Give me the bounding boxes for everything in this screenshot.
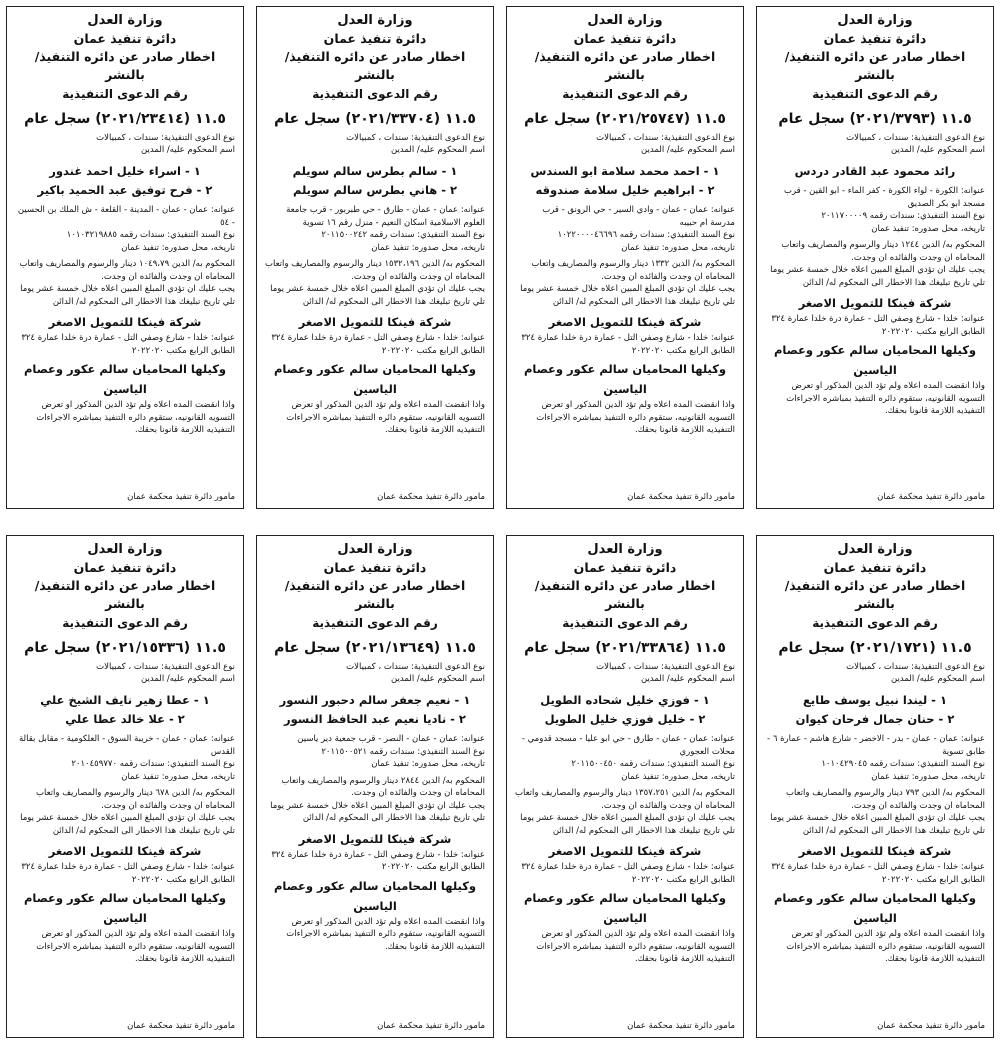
- notice-card: [756, 535, 994, 1038]
- debtor-name: ٢ - خليل فوزي خليل الطويل: [544, 712, 706, 726]
- lawyers-line: وكيلها المحاميان سالم عكور وعصام الياسين: [773, 891, 977, 925]
- notice-card: [6, 6, 244, 509]
- case-label: رقم الدعوى التنفيذية: [312, 616, 438, 630]
- bond-info: نوع السند التنفيذي: سندات رقمه ١٠٢٢٠٠٠٠٤٦٦٩٦: [557, 230, 735, 240]
- debtor-label: اسم المحكوم عليه/ المدين: [641, 674, 735, 684]
- debtor-address: عنوانه: عمان - عمان - بدر - الاخضر - شارع هاشم - عمارة ٦ - طابق تسوية: [767, 734, 985, 757]
- payment-demand: يجب عليك ان تؤدي المبلغ المبين اعلاه خلال خمسة عشر يوما تلي تاريخ تبليغك هذا الاخطار الى المحكوم له/ الدائن: [20, 813, 235, 836]
- case-type: نوع الدعوى التنفيذية: سندات ، كمبيالات: [846, 662, 985, 672]
- notice-title: اخطار صادر عن دائره التنفيذ/ بالنشر: [284, 49, 466, 82]
- creditor-address: عنوانه: خلدا - شارع وصفي التل - عمارة درة خلدا عمارة ٣٢٤ الطابق الرابع مكتب ٢٠٢٢٠٢٠: [521, 333, 735, 356]
- issue-info: تاريخه، محل صدوره: تنفيذ عمان: [121, 771, 235, 782]
- closing-text: واذا انقضت المده اعلاه ولم تؤد الدين المذكور او تعرض التسويه القانونيه، ستقوم دائره التنفيذ بمباشره الاجراءات التنفيذيه اللازمة قانونا بحقك.: [36, 400, 235, 435]
- creditor-address: عنوانه: خلدا - شارع وصفي التل - عمارة درة خلدا عمارة ٣٢٤ الطابق الرابع مكتب ٢٠٢٢٠٢٠: [521, 862, 735, 885]
- debtor-name: ١ - اسراء خليل احمد غندور: [49, 164, 201, 178]
- debtor-name: ١ - ليندا نبيل يوسف طايع: [803, 693, 947, 707]
- payment-demand: يجب عليك ان تؤدي المبلغ المبين اعلاه خلال خمسة عشر يوما تلي تاريخ تبليغك هذا الاخطار الى المحكوم له/ الدائن: [770, 265, 985, 288]
- issue-info: تاريخه، محل صدوره: تنفيذ عمان: [121, 242, 235, 253]
- closing-text: واذا انقضت المده اعلاه ولم تؤد الدين المذكور او تعرض التسويه القانونيه، ستقوم دائره التنفيذ بمباشره الاجراءات التنفيذيه اللازمة قانونا بحقك.: [536, 400, 735, 435]
- issue-info: تاريخه، محل صدوره: تنفيذ عمان: [371, 759, 485, 769]
- notice-card: [756, 6, 994, 509]
- department-heading: دائرة تنفيذ عمان: [323, 31, 427, 46]
- closing-text: واذا انقضت المده اعلاه ولم تؤد الدين المذكور او تعرض التسويه القانونيه، ستقوم دائره التنفيذ بمباشره الاجراءات التنفيذيه اللازمة قانونا بحقك.: [786, 929, 985, 964]
- notice-title: اخطار صادر عن دائره التنفيذ/ بالنشر: [34, 578, 216, 611]
- debtor-label: اسم المحكوم عليه/ المدين: [141, 674, 235, 684]
- creditor-address: عنوانه: خلدا - شارع وصفي التل - عمارة درة خلدا عمارة ٣٢٤ الطابق الرابع مكتب ٢٠٢٢٠٢٠: [771, 314, 985, 337]
- ministry-heading: وزارة العدل: [87, 542, 163, 557]
- creditor-name: شركة فينكا للتمويل الاصغر: [548, 844, 702, 858]
- debtor-address: عنوانه: عمان - عمان - طارق - حي طبربور - قرب جامعة العلوم الاسلامية اسكان النعيم - منزل رقم ١٦ تسوية: [286, 205, 485, 228]
- department-heading: دائرة تنفيذ عمان: [573, 31, 677, 46]
- debtor-label: اسم المحكوم عليه/ المدين: [891, 674, 985, 684]
- creditor-name: شركة فينكا للتمويل الاصغر: [48, 844, 202, 858]
- debtor-label: اسم المحكوم عليه/ المدين: [641, 145, 735, 155]
- lawyers-line: وكيلها المحاميان سالم عكور وعصام الياسين: [273, 878, 477, 913]
- judgment-amount: المحكوم به/ الدين ٢٨٤٤ دينار والرسوم والمصاريف واتعاب المحاماه ان وجدت والفائده ان وجدت.: [281, 775, 485, 798]
- debtor-name: ١ - فوزي خليل شحاده الطويل: [540, 693, 710, 707]
- department-heading: دائرة تنفيذ عمان: [573, 560, 677, 575]
- ministry-heading: وزارة العدل: [837, 13, 913, 28]
- footer-signature: مامور دائرة تنفيذ محكمة عمان: [377, 492, 485, 502]
- notice-card: [6, 535, 244, 1038]
- closing-text: واذا انقضت المده اعلاه ولم تؤد الدين المذكور او تعرض التسويه القانونيه، ستقوم دائره التنفيذ بمباشره الاجراءات التنفيذيه اللازمة قانونا بحقك.: [36, 929, 235, 964]
- lawyers-line: وكيلها المحاميان سالم عكور وعصام الياسين: [523, 891, 727, 925]
- notice-title: اخطار صادر عن دائره التنفيذ/ بالنشر: [534, 578, 716, 611]
- debtor-name: ٢ - علا خالد عطا علي: [65, 712, 185, 726]
- notice-card: [256, 6, 494, 509]
- judgment-amount: المحكوم به/ الدين ١٠٤٩،٧٩ دينار والرسوم والمصاريف واتعاب المحاماه ان وجدت والفائده ان وجدت.: [19, 259, 235, 282]
- ministry-heading: وزارة العدل: [337, 13, 413, 28]
- payment-demand: يجب عليك ان تؤدي المبلغ المبين اعلاه خلال خمسة عشر يوما تلي تاريخ تبليغك هذا الاخطار الى المحكوم له/ الدائن: [520, 284, 735, 307]
- judgment-amount: المحكوم به/ الدين ١٣٣٢ دينار والرسوم والمصاريف واتعاب المحاماه ان وجدت والفائده ان وجدت.: [531, 259, 735, 282]
- closing-text: واذا انقضت المده اعلاه ولم تؤد الدين المذكور او تعرض التسويه القانونيه، ستقوم دائره التنفيذ بمباشره الاجراءات التنفيذيه اللازمة قانونا بحقك.: [786, 381, 985, 416]
- debtor-name: ٢ - ناديا نعيم عبد الحافظ النسور: [284, 712, 466, 726]
- case-type: نوع الدعوى التنفيذية: سندات ، كمبيالات: [346, 662, 485, 672]
- creditor-address: عنوانه: خلدا - شارع وصفي التل - عمارة درة خلدا عمارة ٣٢٤ الطابق الرابع مكتب ٢٠٢٢٠٢٠: [271, 849, 485, 872]
- debtor-name: ٢ - ابراهيم خليل سلامة صندوقه: [535, 183, 715, 197]
- footer-signature: مامور دائرة تنفيذ محكمة عمان: [377, 1021, 485, 1031]
- case-number: ١١.٥ (٢٠٢١/٣٣٧٠٤) سجل عام: [274, 111, 476, 127]
- debtor-name: ٢ - حنان جمال فرحان كيوان: [795, 712, 955, 726]
- debtor-address: عنوانه: عمان - عمان - خريبة السوق - العلكومية - مقابل بقالة القدس: [18, 734, 235, 757]
- case-number: ١١.٥ (٢٠٢١/١٧٢١) سجل عام: [778, 640, 972, 656]
- footer-signature: مامور دائرة تنفيذ محكمة عمان: [127, 492, 235, 502]
- case-type: نوع الدعوى التنفيذية: سندات ، كمبيالات: [846, 133, 985, 143]
- case-number: ١١.٥ (٢٠٢١/٢٣٤١٤) سجل عام: [24, 111, 226, 127]
- issue-info: تاريخه، محل صدوره: تنفيذ عمان: [621, 771, 735, 782]
- case-number: ١١.٥ (٢٠٢١/١٣٦٤٩) سجل عام: [274, 640, 476, 656]
- department-heading: دائرة تنفيذ عمان: [73, 31, 177, 46]
- debtor-label: اسم المحكوم عليه/ المدين: [391, 674, 485, 684]
- department-heading: دائرة تنفيذ عمان: [323, 560, 427, 575]
- debtor-name: ١ - عطا زهير نايف الشيخ علي: [40, 693, 210, 707]
- footer-signature: مامور دائرة تنفيذ محكمة عمان: [127, 1021, 235, 1031]
- creditor-address: عنوانه: خلدا - شارع وصفي التل - عمارة درة خلدا عمارة ٣٢٤ الطابق الرابع مكتب ٢٠٢٢٠٢٠: [771, 862, 985, 885]
- ministry-heading: وزارة العدل: [87, 13, 163, 28]
- creditor-address: عنوانه: خلدا - شارع وصفي التل - عمارة درة خلدا عمارة ٣٢٤ الطابق الرابع مكتب ٢٠٢٢٠٢٠: [21, 862, 235, 885]
- issue-info: تاريخه، محل صدوره: تنفيذ عمان: [371, 242, 485, 253]
- payment-demand: يجب عليك ان تؤدي المبلغ المبين اعلاه خلال خمسة عشر يوما تلي تاريخ تبليغك هذا الاخطار الى المحكوم له/ الدائن: [20, 284, 235, 307]
- payment-demand: يجب عليك ان تؤدي المبلغ المبين اعلاه خلال خمسة عشر يوما تلي تاريخ تبليغك هذا الاخطار الى المحكوم له/ الدائن: [520, 813, 735, 836]
- footer-signature: مامور دائرة تنفيذ محكمة عمان: [627, 1021, 735, 1031]
- lawyers-line: وكيلها المحاميان سالم عكور وعصام الياسين: [23, 362, 227, 396]
- issue-info: تاريخه، محل صدوره: تنفيذ عمان: [871, 771, 985, 782]
- bond-info: نوع السند التنفيذي: سندات رقمه ١٠١٠٤٢٩٠٤٥: [821, 759, 985, 769]
- creditor-name: شركة فينكا للتمويل الاصغر: [298, 831, 452, 846]
- case-type: نوع الدعوى التنفيذية: سندات ، كمبيالات: [346, 133, 485, 143]
- bond-info: نوع السند التنفيذي: سندات رقمه ٢٠١٠٤٥٩٧٧٠: [71, 759, 235, 769]
- creditor-name: شركة فينكا للتمويل الاصغر: [798, 844, 952, 858]
- issue-info: تاريخه، محل صدوره: تنفيذ عمان: [871, 223, 985, 234]
- closing-text: واذا انقضت المده اعلاه ولم تؤد الدين المذكور او تعرض التسويه القانونيه، ستقوم دائره التنفيذ بمباشره الاجراءات التنفيذيه اللازمة قانونا بحقك.: [286, 916, 485, 952]
- notice-title: اخطار صادر عن دائره التنفيذ/ بالنشر: [534, 49, 716, 82]
- debtor-name: ١ - احمد محمد سلامة ابو السندس: [530, 164, 720, 178]
- creditor-address: عنوانه: خلدا - شارع وصفي التل - عمارة درة خلدا عمارة ٣٢٤ الطابق الرابع مكتب ٢٠٢٢٠٢٠: [21, 333, 235, 356]
- debtor-label: اسم المحكوم عليه/ المدين: [141, 145, 235, 155]
- case-type: نوع الدعوى التنفيذية: سندات ، كمبيالات: [96, 133, 235, 143]
- closing-text: واذا انقضت المده اعلاه ولم تؤد الدين المذكور او تعرض التسويه القانونيه، ستقوم دائره التنفيذ بمباشره الاجراءات التنفيذيه اللازمة قانونا بحقك.: [536, 929, 735, 964]
- judgment-amount: المحكوم به/ الدين ١٢٤٤ دينار والرسوم والمصاريف واتعاب المحاماه ان وجدت والفائده ان وجدت.: [781, 240, 985, 263]
- department-heading: دائرة تنفيذ عمان: [823, 560, 927, 575]
- footer-signature: مامور دائرة تنفيذ محكمة عمان: [877, 492, 985, 502]
- department-heading: دائرة تنفيذ عمان: [73, 560, 177, 575]
- debtor-address: عنوانه: الكورة - لواء الكورة - كفر الماء - ابو القين - قرب مسجد ابو بكر الصديق: [783, 186, 985, 209]
- bond-info: نوع السند التنفيذي: سندات رقمه ٢٠١١٥٠٠٤٥٠: [571, 759, 735, 769]
- ministry-heading: وزارة العدل: [587, 542, 663, 557]
- lawyers-line: وكيلها المحاميان سالم عكور وعصام الياسين: [273, 362, 477, 396]
- bond-info: نوع السند التنفيذي: سندات رقمه ٢٠١١٧٠٠٠٠٩: [821, 211, 985, 221]
- judgment-amount: المحكوم به/ الدين ٦٧٨ دينار والرسوم والمصاريف واتعاب المحاماه ان وجدت والفائده ان وجدت.: [35, 788, 235, 811]
- notice-title: اخطار صادر عن دائره التنفيذ/ بالنشر: [784, 49, 966, 82]
- bond-info: نوع السند التنفيذي: سندات رقمه ٢٠١١٥٠٠٥٢١: [321, 746, 485, 757]
- debtor-name: ١ - نعيم جعفر سالم دحبور النسور: [279, 693, 471, 707]
- case-type: نوع الدعوى التنفيذية: سندات ، كمبيالات: [96, 662, 235, 672]
- case-label: رقم الدعوى التنفيذية: [312, 87, 438, 101]
- judgment-amount: المحكوم به/ الدين ١٥٣٢،١٩٦ دينار والرسوم والمصاريف واتعاب المحاماه ان وجدت والفائده ان وجدت.: [264, 259, 485, 282]
- case-label: رقم الدعوى التنفيذية: [562, 87, 688, 101]
- case-number: ١١.٥ (٢٠٢١/٣٣٨٦٤) سجل عام: [524, 640, 726, 656]
- debtor-address: عنوانه: عمان - عمان - المدينة - القلعة - ش الملك بن الحسين - ٥٤: [17, 205, 235, 228]
- debtor-name: ٢ - هاني بطرس سالم سويلم: [292, 183, 458, 197]
- case-label: رقم الدعوى التنفيذية: [62, 87, 188, 101]
- notices-grid: [6, 6, 994, 1038]
- ministry-heading: وزارة العدل: [587, 13, 663, 28]
- footer-signature: مامور دائرة تنفيذ محكمة عمان: [877, 1021, 985, 1031]
- case-number: ١١.٥ (٢٠٢١/١٥٣٣٦) سجل عام: [24, 640, 226, 656]
- creditor-name: شركة فينكا للتمويل الاصغر: [548, 315, 702, 329]
- ministry-heading: وزارة العدل: [837, 542, 913, 557]
- judgment-amount: المحكوم به/ الدين ١٣٥٧،٢٥١ دينار والرسوم والمصاريف واتعاب المحاماه ان وجدت والفائده ان وجدت.: [514, 788, 735, 811]
- creditor-address: عنوانه: خلدا - شارع وصفي التل - عمارة درة خلدا عمارة ٣٢٤ الطابق الرابع مكتب ٢٠٢٢٠٢٠: [271, 333, 485, 356]
- debtor-label: اسم المحكوم عليه/ المدين: [891, 145, 985, 155]
- debtor-label: اسم المحكوم عليه/ المدين: [391, 145, 485, 155]
- lawyers-line: وكيلها المحاميان سالم عكور وعصام الياسين: [773, 343, 977, 377]
- debtor-address: عنوانه: عمان - عمان - وادي السير - حي الرونق - قرب مدرسة ام حبيبه: [542, 205, 735, 228]
- case-label: رقم الدعوى التنفيذية: [562, 616, 688, 630]
- issue-info: تاريخه، محل صدوره: تنفيذ عمان: [621, 242, 735, 253]
- case-type: نوع الدعوى التنفيذية: سندات ، كمبيالات: [596, 133, 735, 143]
- judgment-amount: المحكوم به/ الدين ٧٩٣ دينار والرسوم والمصاريف واتعاب المحاماه ان وجدت والفائده ان وجدت.: [785, 788, 985, 811]
- bond-info: نوع السند التنفيذي: سندات رقمه ١٠١٠٣٢١٩٨٨٥: [66, 230, 235, 240]
- creditor-name: شركة فينكا للتمويل الاصغر: [48, 315, 202, 329]
- case-label: رقم الدعوى التنفيذية: [62, 616, 188, 630]
- ministry-heading: وزارة العدل: [337, 542, 413, 557]
- lawyers-line: وكيلها المحاميان سالم عكور وعصام الياسين: [523, 362, 727, 396]
- case-number: ١١.٥ (٢٠٢١/٢٥٧٤٧) سجل عام: [524, 111, 726, 127]
- debtor-address: عنوانه: عمان - عمان - النصر - قرب جمعية دير ياسين: [297, 734, 485, 744]
- case-label: رقم الدعوى التنفيذية: [812, 616, 938, 630]
- creditor-name: شركة فينكا للتمويل الاصغر: [798, 296, 952, 310]
- payment-demand: يجب عليك ان تؤدي المبلغ المبين اعلاه خلال خمسة عشر يوما تلي تاريخ تبليغك هذا الاخطار الى المحكوم له/ الدائن: [270, 284, 485, 307]
- notice-card: [256, 535, 494, 1038]
- notice-card: [506, 6, 744, 509]
- case-number: ١١.٥ (٢٠٢١/٣٧٩٣) سجل عام: [778, 111, 972, 127]
- payment-demand: يجب عليك ان تؤدي المبلغ المبين اعلاه خلال خمسة عشر يوما تلي تاريخ تبليغك هذا الاخطار الى المحكوم له/ الدائن: [770, 813, 985, 836]
- notice-title: اخطار صادر عن دائره التنفيذ/ بالنشر: [784, 578, 966, 611]
- debtor-name: ٢ - فرح توفيق عبد الحميد باكير: [37, 183, 213, 197]
- debtor-name: رائد محمود عبد القادر دردس: [794, 164, 956, 178]
- lawyers-line: وكيلها المحاميان سالم عكور وعصام الياسين: [23, 891, 227, 925]
- department-heading: دائرة تنفيذ عمان: [823, 31, 927, 46]
- bond-info: نوع السند التنفيذي: سندات رقمه ٢٠١١٥٠٠٢٤٢: [321, 230, 485, 240]
- closing-text: واذا انقضت المده اعلاه ولم تؤد الدين المذكور او تعرض التسويه القانونيه، ستقوم دائره التنفيذ بمباشره الاجراءات التنفيذيه اللازمة قانونا بحقك.: [286, 400, 485, 435]
- notice-card: [506, 535, 744, 1038]
- case-type: نوع الدعوى التنفيذية: سندات ، كمبيالات: [596, 662, 735, 672]
- notice-title: اخطار صادر عن دائره التنفيذ/ بالنشر: [34, 49, 216, 82]
- creditor-name: شركة فينكا للتمويل الاصغر: [298, 315, 452, 329]
- debtor-address: عنوانه: عمان - عمان - طارق - حي ابو عليا - مسجد قدومي - محلات العجوري: [521, 734, 735, 757]
- notice-title: اخطار صادر عن دائره التنفيذ/ بالنشر: [284, 578, 466, 611]
- debtor-name: ١ - سالم بطرس سالم سويلم: [292, 164, 458, 178]
- payment-demand: يجب عليك ان تؤدي المبلغ المبين اعلاه خلال خمسة عشر يوما تلي تاريخ تبليغك هذا الاخطار الى المحكوم له/ الدائن: [270, 800, 485, 823]
- footer-signature: مامور دائرة تنفيذ محكمة عمان: [627, 492, 735, 502]
- case-label: رقم الدعوى التنفيذية: [812, 87, 938, 101]
